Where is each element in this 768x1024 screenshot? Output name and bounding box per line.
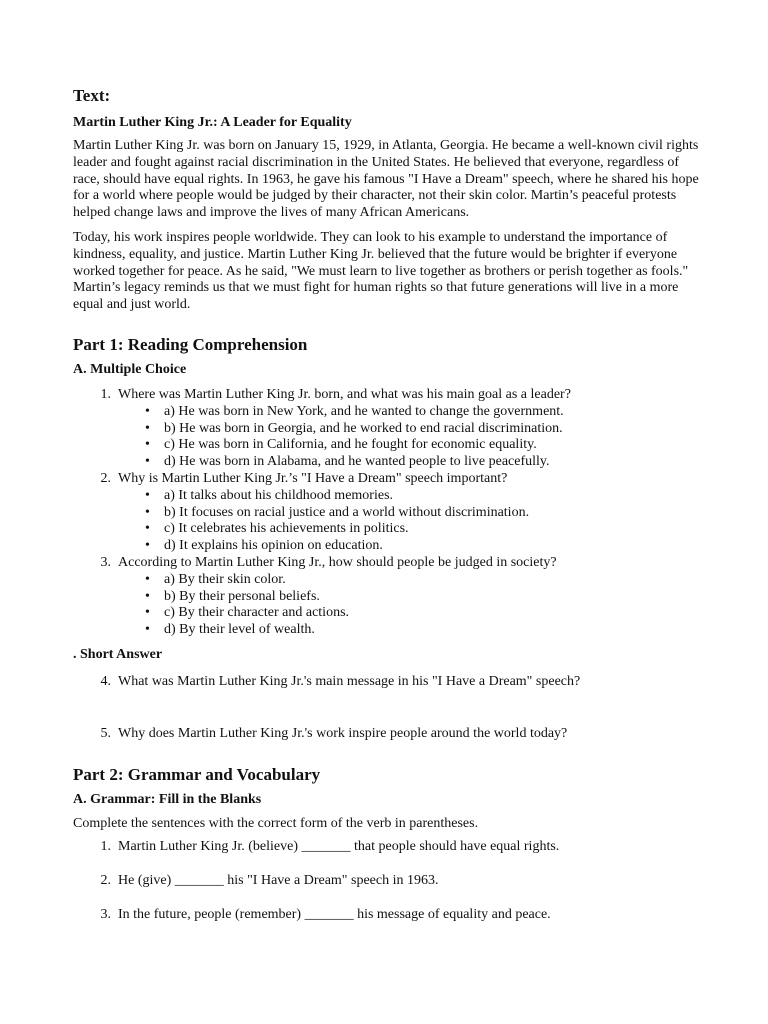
bullet-icon: • bbox=[145, 403, 150, 419]
option-text: c) He was born in California, and he fought for economic equality. bbox=[164, 437, 537, 453]
question-text: He (give) _______ his "I Have a Dream" speech in 1963. bbox=[118, 873, 439, 889]
question-number: 4. bbox=[100, 673, 111, 689]
question-text: Why does Martin Luther King Jr.'s work inspire people around the world today? bbox=[118, 725, 568, 741]
option-text: c) It celebrates his achievements in politics. bbox=[164, 521, 409, 537]
question-number: 3. bbox=[100, 554, 111, 570]
bullet-icon: • bbox=[145, 622, 150, 638]
part1-heading: Part 1: Reading Comprehension bbox=[73, 334, 308, 354]
option-text: d) It explains his opinion on education. bbox=[164, 538, 383, 554]
text-heading: Text: bbox=[73, 86, 111, 105]
option-text: a) By their skin color. bbox=[164, 571, 286, 587]
option-item bbox=[73, 589, 703, 606]
bullet-icon: • bbox=[145, 420, 150, 436]
question-text: Why is Martin Luther King Jr.’s "I Have a Dream" speech important? bbox=[118, 470, 508, 486]
mc-options-3 bbox=[73, 572, 703, 639]
option-item bbox=[73, 505, 703, 522]
question-text: Where was Martin Luther King Jr. born, and what was his main goal as a leader? bbox=[118, 386, 571, 402]
option-text: d) By their level of wealth. bbox=[164, 622, 315, 638]
option-text: a) He was born in New York, and he wanted to change the government. bbox=[164, 403, 564, 419]
option-text: c) By their character and actions. bbox=[164, 605, 350, 621]
bullet-icon: • bbox=[145, 504, 150, 520]
text-paragraph-2: Today, his work inspires people worldwide. They can look to his example to understand the importance of kindness, equality, and justice. Martin Luther King Jr. believed that the future would be brighter if everyone worked together for peace. As he said, "We must learn to live together as brothers or perish together as fools." Martin’s legacy reminds us that we must fight for human rights so that future generations will live in a more equal and just world. bbox=[73, 229, 689, 313]
option-item bbox=[73, 421, 703, 438]
short-answer-question-4 bbox=[73, 674, 703, 691]
question-text: According to Martin Luther King Jr., how should people be judged in society? bbox=[118, 554, 557, 570]
question-number: 1. bbox=[100, 386, 111, 402]
bullet-icon: • bbox=[145, 571, 150, 587]
bullet-icon: • bbox=[145, 605, 150, 621]
instruction-text: Complete the sentences with the correct form of the verb in parentheses. bbox=[73, 815, 479, 831]
bullet-icon: • bbox=[145, 588, 150, 604]
option-text: b) By their personal beliefs. bbox=[164, 588, 320, 604]
worksheet-page bbox=[73, 82, 703, 924]
option-item bbox=[73, 572, 703, 589]
option-text: b) He was born in Georgia, and he worked to end racial discrimination. bbox=[164, 420, 563, 436]
bullet-icon: • bbox=[145, 538, 150, 554]
question-number: 2. bbox=[100, 470, 111, 486]
option-item bbox=[73, 538, 703, 555]
option-item bbox=[73, 454, 703, 471]
option-item bbox=[73, 605, 703, 622]
part1-section-b-heading: . Short Answer bbox=[73, 646, 163, 662]
mc-question-2 bbox=[73, 471, 703, 488]
option-item bbox=[73, 622, 703, 639]
bullet-icon: • bbox=[145, 487, 150, 503]
part2-section-a-heading: A. Grammar: Fill in the Blanks bbox=[73, 791, 262, 807]
option-text: a) It talks about his childhood memories. bbox=[164, 487, 394, 503]
question-number: 5. bbox=[100, 725, 111, 741]
question-text: Martin Luther King Jr. (believe) _______ that people should have equal rights. bbox=[118, 839, 560, 855]
question-text: In the future, people (remember) _______ his message of equality and peace. bbox=[118, 906, 551, 922]
mc-options-1 bbox=[73, 404, 703, 471]
option-item bbox=[73, 488, 703, 505]
bullet-icon: • bbox=[145, 521, 150, 537]
option-text: d) He was born in Alabama, and he wanted people to live peacefully. bbox=[164, 454, 550, 470]
question-text: What was Martin Luther King Jr.'s main message in his "I Have a Dream" speech? bbox=[118, 673, 581, 689]
mc-options-2 bbox=[73, 488, 703, 555]
option-item bbox=[73, 404, 703, 421]
mc-question-3 bbox=[73, 555, 703, 572]
bullet-icon: • bbox=[145, 437, 150, 453]
question-number: 1. bbox=[100, 839, 111, 855]
part1-section-a-heading: A. Multiple Choice bbox=[73, 361, 187, 377]
option-item bbox=[73, 437, 703, 454]
short-answer-question-5 bbox=[73, 726, 703, 743]
mc-question-1 bbox=[73, 387, 703, 404]
bullet-icon: • bbox=[145, 454, 150, 470]
option-item bbox=[73, 521, 703, 538]
fill-blank-question-2 bbox=[73, 873, 703, 890]
question-number: 2. bbox=[100, 873, 111, 889]
part2-heading: Part 2: Grammar and Vocabulary bbox=[73, 764, 321, 784]
question-number: 3. bbox=[100, 906, 111, 922]
text-paragraph-1: Martin Luther King Jr. was born on January 15, 1929, in Atlanta, Georgia. He became a well-known civil rights leader and fought against racial discrimination in the United States. He believed that everyone, regardless of race, should have equal rights. In 1963, he gave his famous "I Have a Dream" speech, where he shared his hope for a world where people would be judged by their character, not their skin color. Martin’s peaceful protests helped change laws and improve the lives of many African Americans. bbox=[73, 138, 699, 221]
option-text: b) It focuses on racial justice and a world without discrimination. bbox=[164, 504, 530, 520]
fill-blank-question-3 bbox=[73, 907, 703, 924]
fill-blank-question-1 bbox=[73, 839, 703, 856]
text-title: Martin Luther King Jr.: A Leader for Equality bbox=[73, 115, 352, 130]
